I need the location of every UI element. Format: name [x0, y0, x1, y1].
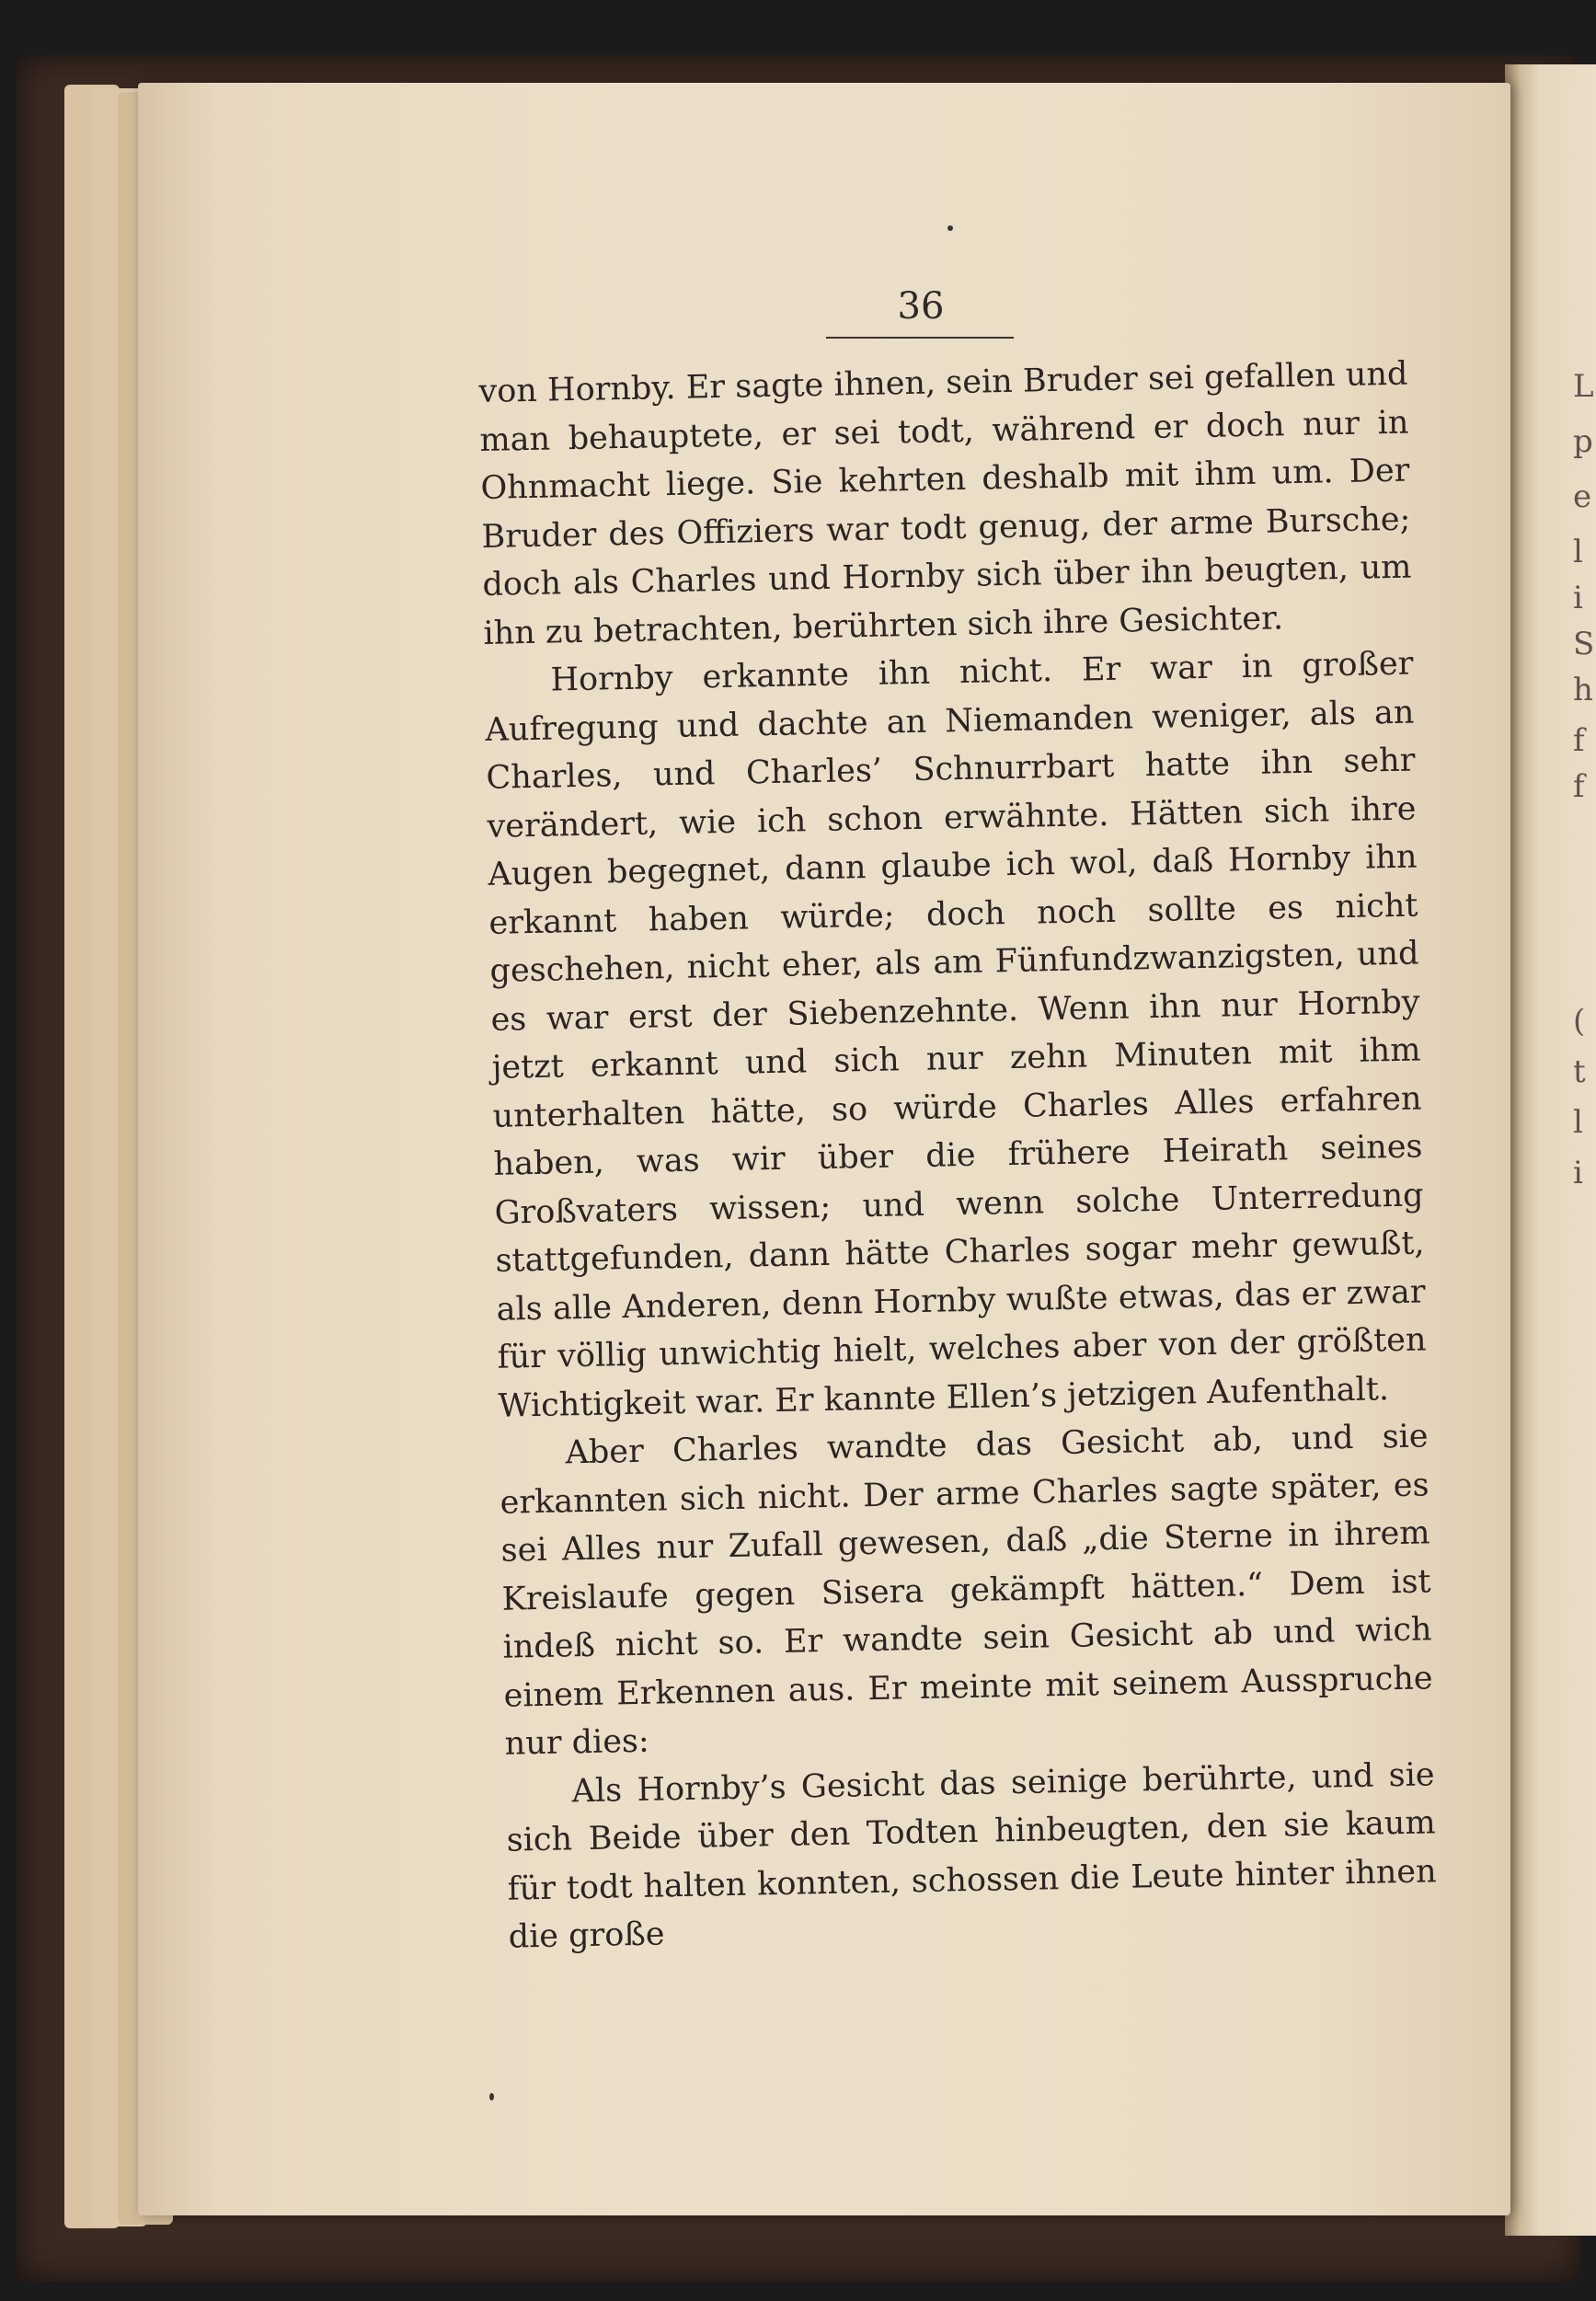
- ink-speck: [489, 2093, 494, 2100]
- facing-page-glyph: i: [1573, 580, 1583, 616]
- facing-page-glyph: h: [1573, 672, 1593, 708]
- paragraph: Hornby erkannte ihn nicht. Er war in großer Aufregung und dachte an Niemanden weniger, als an Charles, und Charles’ Schnurrbart hatte ihn sehr verändert, wie ich schon erwähnte. Hätten sich ihre Augen begegnet, dann glaube ich wol, daß Hornby ihn erkannt haben würde; doch noch sollte es nicht geschehen, nicht eher, als am Fünfundzwanzigsten, und es war erst der Siebenzehnte. Wenn ihn nur Hornby jetzt erkannt und sich nur zehn Minuten mit ihm unterhalten hätte, so würde Charles Alles erfahren haben, was wir über die frühere Heirath seines Großvaters wissen; und wenn solche Unterredung stattgefunden, dann hätte Charles sogar mehr gewußt, als alle Anderen, denn Hornby wußte etwas, das er zwar für völlig unwichtig hielt, welches aber von der größten Wichtigkeit war. Er kannte Ellen’s jetzigen Aufenthalt.: [485, 645, 1427, 1425]
- page-body-text: [478, 351, 1438, 1962]
- facing-page-glyph: p: [1573, 423, 1593, 460]
- paragraph: Aber Charles wandte das Gesicht ab, und sie erkannten sich nicht. Der arme Charles sagte später, es sei Alles nur Zufall gewesen, daß „die Sterne in ihrem Kreislaufe gegen Sisera gekämpft hätten.“ Dem ist indeß nicht so. Er wandte sein Gesicht ab und wich einem Erkennen aus. Er meinte mit seinem Ausspruche nur dies:: [499, 1418, 1433, 1763]
- ink-speck: [947, 225, 953, 231]
- facing-page-glyph: f: [1573, 768, 1585, 805]
- paragraph: von Hornby. Er sagte ihnen, sein Bruder sei gefallen und man behauptete, er sei todt, während er doch nur in Ohnmacht liege. Sie kehrten deshalb mit ihm um. Der Bruder des Offiziers war todt genug, der arme Bursche; doch als Charles und Hornby sich über ihn beugten, um ihn zu betrachten, berührten sich ihre Gesichter.: [478, 355, 1412, 652]
- facing-page-glyph: S: [1573, 626, 1595, 662]
- facing-page-glyph: e: [1573, 478, 1592, 515]
- facing-page-glyph: f: [1573, 722, 1585, 759]
- page-number-rule: [826, 337, 1014, 339]
- facing-page-glyph: l: [1573, 1104, 1583, 1141]
- page-number: 36: [897, 285, 945, 328]
- facing-page-glyph: (: [1573, 1003, 1586, 1040]
- facing-page-glyph: i: [1573, 1155, 1583, 1191]
- paragraph: Als Hornby’s Gesicht das seinige berührte, und sie sich Beide über den Todten hinbeugten, den sie kaum für todt halten konnten, schossen die Leute hinter ihnen die große: [506, 1755, 1437, 1956]
- facing-page-glyph: l: [1573, 534, 1583, 570]
- facing-page-glyph: t: [1573, 1053, 1586, 1090]
- facing-page-glyph: L: [1573, 368, 1594, 405]
